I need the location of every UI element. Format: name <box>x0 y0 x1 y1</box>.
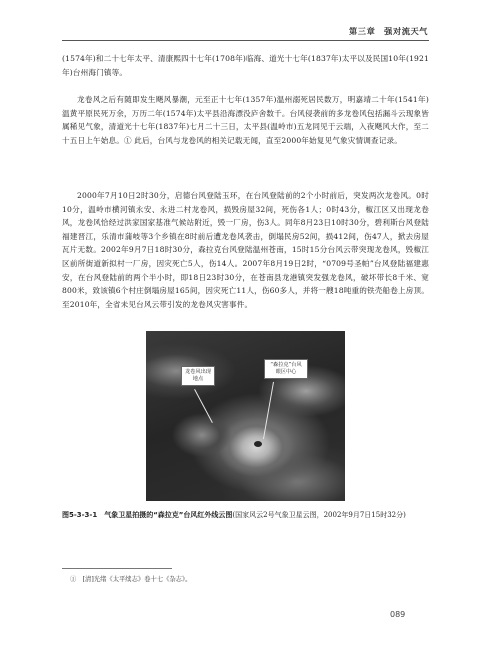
leader-line-right <box>263 382 274 439</box>
typhoon-eye-callout: “森拉克”台风眼区中心 <box>264 359 308 379</box>
figure-caption <box>62 509 429 522</box>
footnote-divider <box>62 568 172 569</box>
typhoon-eye <box>254 441 262 447</box>
satellite-cloud-image <box>146 331 345 501</box>
paragraph-2 <box>62 93 429 147</box>
footnote: ① [清]光绪《太平续志》卷十七《杂志》。 <box>70 576 192 583</box>
leader-line-left <box>194 389 213 423</box>
chapter-header: 第三章 强对流天气 <box>349 26 429 36</box>
paragraph-3 <box>62 189 429 311</box>
paragraph-text: 2000年7月10日2时30分，启德台风登陆玉环，在台风登陆前的2个小时前后，突发两次龙卷风。0时10分，温岭市横河镇永安、永进二村龙卷风，损毁房屋32间，死伤各1人；0时43分，椒江区又出现龙卷风，龙卷风恰经过洪家国家基准气候站附近，毁一厂房，伤3人。同年8月23日10时30分，碧利斯台风登陆福建晋江，乐清市蒲岐等3个乡镇在8时前后遭龙卷风袭击，倒塌民房52间，损412间，伤47人，掀去房屋瓦片无数。2002年9月7日18时30分，森拉克台风登陆温州苍南，15时15分台风云带突现龙卷风，毁椒江区前所街道新拟村一厂房，因灾死亡5人，伤14人。2007年8月19日2时，“0709号圣帕”台风登陆福建惠安，在台风登陆前的两个半小时，即18日23时30分，在苍南县龙港镇突发强龙卷风，破坏带长8千米、宽800米，致该镇6个村庄倒塌房屋165间，因灾死亡11人，伤60多人，并将一艘18吨重的铁壳船卷上房顶。至2010年，全省未见台风云带引发的龙卷风灾害事件。 <box>62 191 429 309</box>
paragraph-text: (1574年)和二十七年太平、清康熙四十七年(1708年)临海、道光十七年(1837年)太平以及民国10年(1921年)台州海门镇等。 <box>62 54 429 77</box>
paragraph-text: 龙卷风之后有随即发生飓风暴潮，元至正十七年(1357年)温州溺死居民数万，明嘉靖二十年(1541年)温黄平原民死万余，万历二年(1574年)太平县沿海漂没庐舍数千。台风侵袭前的多龙卷风包括漏斗云现象皆属稀见气象，清道光十七年(1837年)七月二十三日，太平县(温岭市)五龙同见于云端，入夜飓风大作，至二十五日上午始息。① 此后，台风与龙卷风的相关记载无闻，直至2000年始复见气象灾情调查记录。 <box>62 95 429 145</box>
caption-label: 图5-3-3-1 气象卫星拍摄的“森拉克”台风红外线云图 <box>62 511 233 519</box>
caption-text: (国家风云2号气象卫星云图，2002年9月7日15时32分) <box>232 511 406 519</box>
tornado-location-callout: 龙卷风出现地点 <box>181 366 215 386</box>
page-number: 089 <box>390 610 406 619</box>
paragraph-1 <box>62 52 429 79</box>
header-divider <box>62 40 429 41</box>
